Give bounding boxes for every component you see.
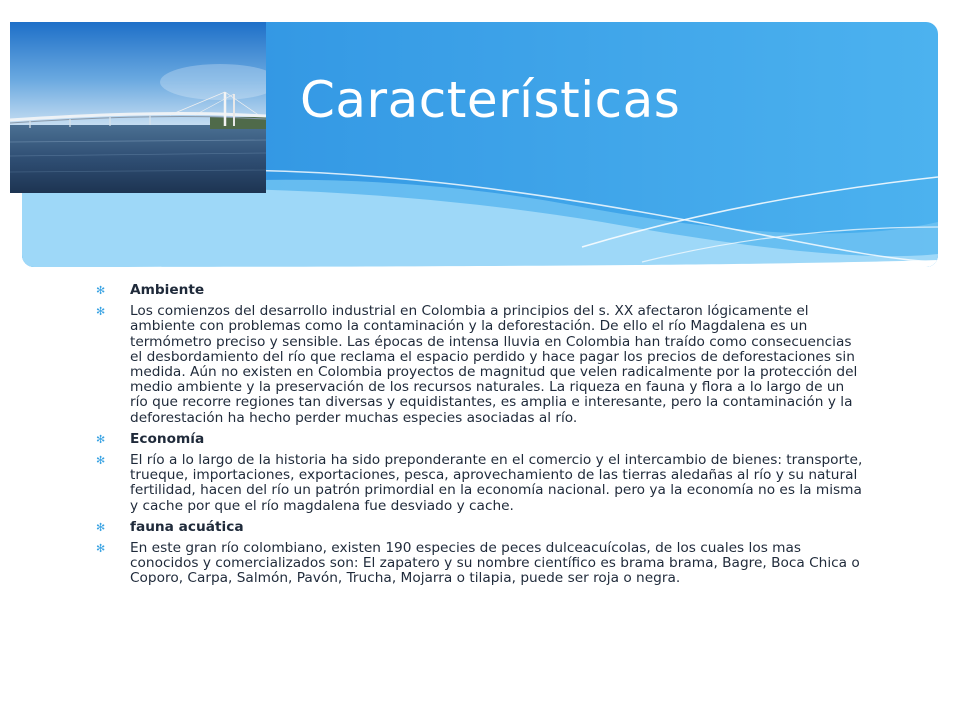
list-item-ambiente-heading xyxy=(96,283,866,298)
asterisk-bullet-icon: ✻ xyxy=(96,305,106,319)
list-item-fauna-heading xyxy=(96,520,866,535)
section-heading: Economía xyxy=(130,430,205,447)
asterisk-bullet-icon: ✻ xyxy=(96,432,106,446)
slide-title: Características xyxy=(300,71,681,129)
asterisk-bullet-icon: ✻ xyxy=(96,520,106,534)
paragraph-text: En este gran río colombiano, existen 190 especies de peces dulceacuícolas, de los cuales los mas conocidos y comercializados son: El zapatero y su nombre científico es brama brama, Bagre, Boca Chica o Coporo, Carpa, Salmón, Pavón, Trucha, Mojarra o tilapia, puede ser roja o negra. xyxy=(130,540,860,587)
paragraph-text: Los comienzos del desarrollo industrial en Colombia a principios del s. XX afectaron lógicamente el ambiente con problemas como la contaminación y la deforestación. De ello el río Magdalena es un termómetro preciso y sensible. Las épocas de intensa lluvia en Colombia han traído como consecuencias el desbordamiento del río que reclama el espacio perdido y hace pagar los precios de deforestaciones sin medida. Aún no existen en Colombia proyectos de magnitud que velen radicalmente por la protección del medio ambiente y la preservación de los recursos naturales. La riqueza en fauna y flora a lo largo de un río que recorre regiones tan diversas y equidistantes, es amplia e interesante, pero la contaminación y la deforestación ha hecho perder muchas especies asociadas al río. xyxy=(130,303,858,426)
list-item-fauna-text xyxy=(96,541,866,587)
content-list xyxy=(96,283,866,593)
river-bridge-photo xyxy=(10,22,266,193)
list-item-economia-text xyxy=(96,453,866,514)
section-heading: fauna acuática xyxy=(130,518,244,535)
section-heading: Ambiente xyxy=(130,282,205,298)
paragraph-text: El río a lo largo de la historia ha sido preponderante en el comercio y el intercambio de bienes: transporte, trueque, importaciones, exportaciones, pesca, aprovechamiento de las tierras aledañas al río y su natural fertilidad, hacen del río un patrón primordial en la economía nacional. pero ya la economía no es la misma y cache por que el río magdalena fue desviado y cache. xyxy=(130,452,863,514)
asterisk-bullet-icon: ✻ xyxy=(96,284,106,297)
asterisk-bullet-icon: ✻ xyxy=(96,542,106,556)
list-item-ambiente-text xyxy=(96,304,866,426)
asterisk-bullet-icon: ✻ xyxy=(96,454,106,468)
list-item-economia-heading xyxy=(96,432,866,447)
